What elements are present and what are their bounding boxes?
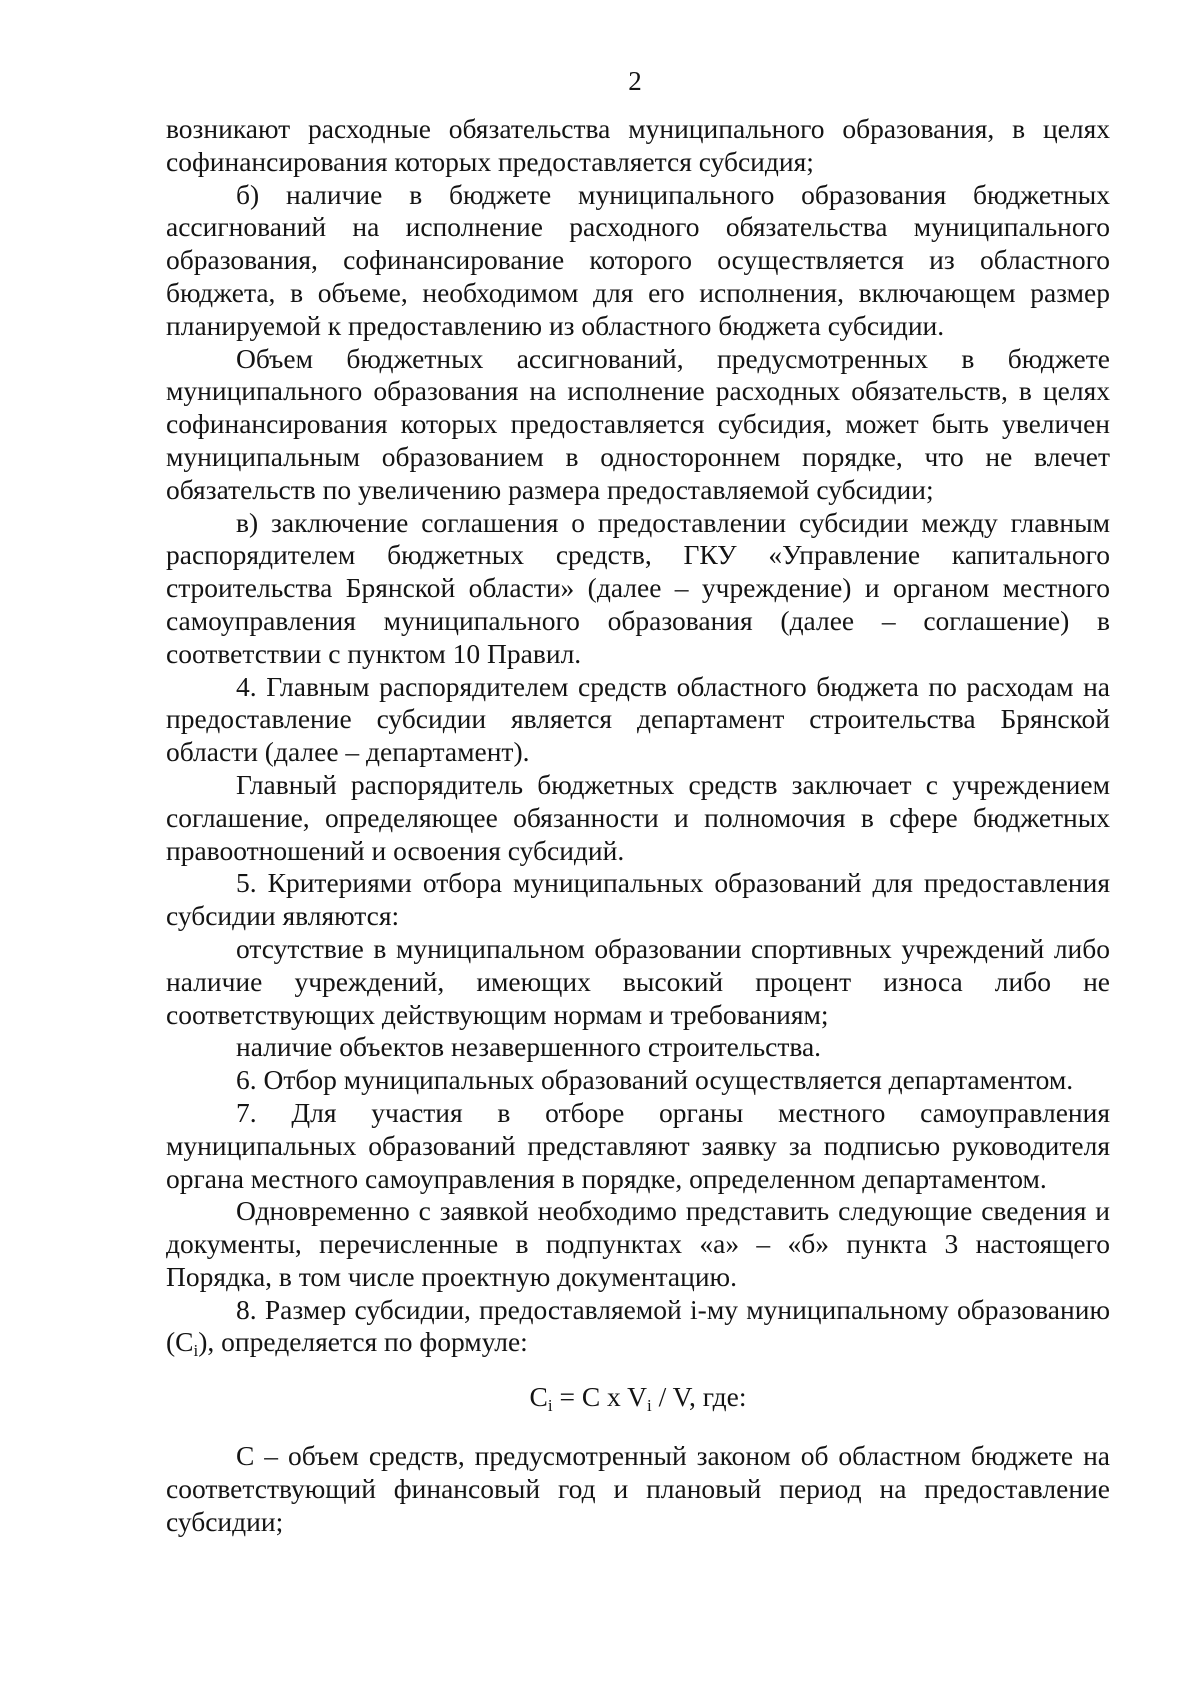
- section-8-text-end: ), определяется по формуле:: [198, 1326, 528, 1358]
- paragraph-main-distributor: Главный распорядитель бюджетных средств заключает с учреждением соглашение, определяющее обязанности и полномочия в сфере бюджетных правоотношений и освоения субсидий.: [166, 768, 1110, 866]
- formula-mid: = C x V: [552, 1381, 648, 1413]
- paragraph-budget-volume: Объем бюджетных ассигнований, предусмотренных в бюджете муниципального образования на исполнение расходных обязательств, в целях софинансирования которых предоставляется субсидия, может быть увеличен муниципальным образованием в одностороннем порядке, что не влечет обязательств по увеличению размера предоставляемой субсидии;: [166, 342, 1110, 505]
- subsidy-formula: [166, 1381, 1110, 1414]
- paragraph-criterion-1: отсутствие в муниципальном образовании спортивных учреждений либо наличие учреждений, имеющих высокий процент износа либо не соответствующих действующим нормам и требованиям;: [166, 932, 1110, 1030]
- paragraph-c-definition: С – объем средств, предусмотренный законом об областном бюджете на соответствующий финансовый год и плановый период на предоставление субсидии;: [166, 1440, 1110, 1537]
- paragraph-section-7: 7. Для участия в отборе органы местного самоуправления муниципальных образований представляют заявку за подписью руководителя органа местного самоуправления в порядке, определенном департаментом.: [166, 1096, 1110, 1194]
- formula-rhs: / V, где:: [651, 1381, 747, 1413]
- formula-mid-subscript: i: [647, 1396, 652, 1416]
- paragraph-section-8: [166, 1294, 1110, 1360]
- subscript-i: i: [193, 1341, 199, 1361]
- paragraph-section-6: 6. Отбор муниципальных образований осуществляется департаментом.: [236, 1064, 1074, 1096]
- page-number: 2: [628, 66, 642, 96]
- formula-lhs: C: [529, 1381, 548, 1413]
- section-8-text-start: 8. Размер субсидии, предоставляемой i-му муниципальному образованию (C: [166, 1293, 1110, 1358]
- paragraph-section-5: 5. Критериями отбора муниципальных образований для предоставления субсидии являются:: [166, 867, 1110, 932]
- paragraph-continuation: возникают расходные обязательства муниципального образования, в целях софинансирования которых предоставляется субсидия;: [166, 113, 1110, 177]
- paragraph-criterion-2: наличие объектов незавершенного строительства.: [236, 1031, 822, 1063]
- paragraph-item-v: в) заключение соглашения о предоставлении субсидии между главным распорядителем бюджетных средств, ГКУ «Управление капитального строительства Брянской области» (далее – учреждение) и органом местного самоуправления муниципального образования (далее – соглашение) в соответствии с пунктом 10 Правил.: [166, 506, 1110, 669]
- formula-lhs-subscript: i: [547, 1396, 553, 1416]
- paragraph-section-4: 4. Главным распорядителем средств областного бюджета по расходам на предоставление субсидии является департамент строительства Брянской области (далее – департамент).: [166, 670, 1110, 768]
- document-body: [166, 113, 1110, 1538]
- paragraph-documents: Одновременно с заявкой необходимо представить следующие сведения и документы, перечисленные в подпунктах «а» – «б» пункта 3 настоящего Порядка, в том числе проектную документацию.: [166, 1195, 1110, 1292]
- paragraph-item-b: б) наличие в бюджете муниципального образования бюджетных ассигнований на исполнение расходного обязательства муниципального образования, софинансирование которого осуществляется из областного бюджета, в объеме, необходимом для его исполнения, включающем размер планируемой к предоставлению из областного бюджета субсидии.: [166, 178, 1110, 341]
